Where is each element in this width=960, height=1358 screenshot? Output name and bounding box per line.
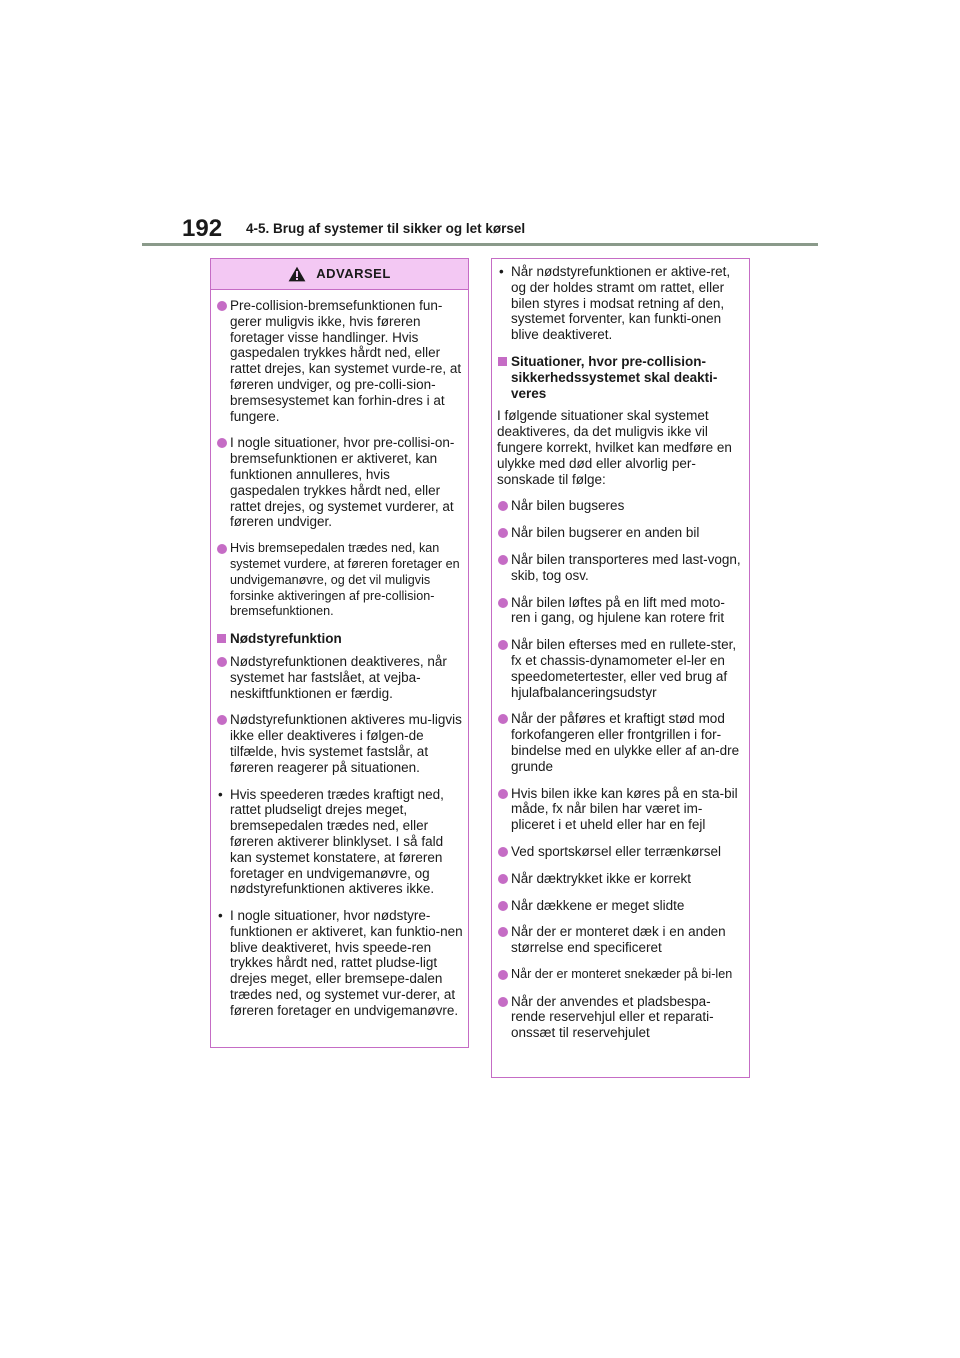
steering-item: Nødstyrefunktionen deaktiveres, når systemet har fastslået, at vejba-neskiftfunktionen er færdig. bbox=[216, 654, 463, 701]
bullet-circle-icon bbox=[217, 301, 227, 311]
deactivate-item: Når der anvendes et pladsbespa-rende reservehjul eller et reparati-onssæt til reservehjulet bbox=[497, 994, 744, 1041]
bullet-circle-icon bbox=[498, 927, 508, 937]
bullet-circle-icon bbox=[498, 640, 508, 650]
deactivate-item: Hvis bilen ikke kan køres på en sta-bil måde, fx når bilen har været im-pliceret i et uheld eller har en fejl bbox=[497, 786, 744, 833]
warning-box-continued bbox=[491, 258, 750, 1078]
header-rule bbox=[142, 243, 818, 246]
deactivate-item: Ved sportskørsel eller terrænkørsel bbox=[497, 844, 744, 860]
deactivate-heading: Situationer, hvor pre-collision-sikkerhedssystemet skal deakti-veres bbox=[497, 354, 744, 401]
deactivate-item: Når dækkene er meget slidte bbox=[497, 898, 744, 914]
warning-item: Pre-collision-bremsefunktionen fun-gerer muligvis ikke, hvis føreren foretager visse handlinger. Hvis gaspedalen trykkes hårdt ned, eller rattet drejes, kan systemet vurde-re, at føreren undviger, og pre-colli-sion-bremsesystemet kan forhin-dres i at fungere. bbox=[216, 298, 463, 424]
bullet-square-icon bbox=[498, 357, 507, 366]
bullet-circle-icon bbox=[498, 874, 508, 884]
deactivate-item: Når bilen løftes på en lift med moto-ren i gang, og hjulene kan rotere frit bbox=[497, 595, 744, 627]
deactivate-intro: I følgende situationer skal systemet deaktiveres, da det muligvis ikke vil fungere korrekt, hvilket kan medføre en ulykke med død eller alvorlig per-sonskade til følge: bbox=[497, 408, 732, 487]
deactivate-item: Når dæktrykket ikke er korrekt bbox=[497, 871, 744, 887]
warning-triangle-icon bbox=[288, 266, 306, 282]
steering-sub-item: • Når nødstyrefunktionen er aktive-ret, og der holdes stramt om rattet, eller bilen styres i modsat retning af den, systemet forventer, kan funkti-onen blive deaktiveret. bbox=[499, 264, 731, 343]
steering-sub-item: • I nogle situationer, hvor nødstyre-funktionen er aktiveret, kan funktio-nen blive deaktiveret, hvis speede-ren trykkes hårdt ned, rattet pludse-ligt drejes meget, eller bremsepe-dalen trædes ned, og systemet vur-derer, at føreren foretager en undvigemanøvre. bbox=[218, 908, 463, 1018]
page-header bbox=[182, 214, 822, 244]
deactivate-item: Når bilen efterses med en rullete-ster, fx et chassis-dynamometer el-ler en speedometertester, eller ved brug af hjulafbalanceringsudstyr bbox=[497, 637, 744, 700]
deactivate-item: Når der er monteret dæk i en anden størrelse end specificeret bbox=[497, 924, 744, 956]
bullet-circle-icon bbox=[498, 901, 508, 911]
bullet-circle-icon bbox=[498, 555, 508, 565]
bullet-circle-icon bbox=[498, 501, 508, 511]
bullet-dot-icon: • bbox=[499, 264, 504, 279]
bullet-circle-icon bbox=[217, 657, 227, 667]
section-title: 4-5. Brug af systemer til sikker og let kørsel bbox=[246, 221, 526, 236]
bullet-circle-icon bbox=[498, 528, 508, 538]
warning-box bbox=[210, 258, 469, 1048]
warning-item: Hvis bremsepedalen trædes ned, kan systemet vurdere, at føreren foretager en undvigemanøvre, og det vil muligvis forsinke aktiveringen af pre-collision-bremsefunktionen. bbox=[216, 541, 463, 620]
warning-item: I nogle situationer, hvor pre-collisi-on-bremsefunktionen er aktiveret, kan funktionen annulleres, hvis gaspedalen trykkes hårdt ned, eller rattet drejes, og systemet vurderer, at føreren undviger. bbox=[216, 435, 463, 530]
steering-sub-item: • Hvis speederen trædes kraftigt ned, rattet pludseligt drejes meget, bremsepedalen trædes ned, eller føreren aktiverer blinklyset. I så fald kan systemet konstatere, at føreren foretager en undvigemanøvre, og nødstyrefunktionen aktiveres ikke. bbox=[218, 786, 444, 897]
bullet-circle-icon bbox=[498, 970, 508, 980]
bullet-square-icon bbox=[217, 634, 226, 643]
warning-title: ADVARSEL bbox=[316, 266, 391, 282]
deactivate-item: Når bilen bugseres bbox=[497, 498, 744, 514]
bullet-circle-icon bbox=[498, 714, 508, 724]
deactivate-item: Når bilen transporteres med last-vogn, skib, tog osv. bbox=[497, 552, 744, 584]
bullet-dot-icon: • bbox=[218, 908, 223, 924]
bullet-circle-icon bbox=[498, 598, 508, 608]
bullet-circle-icon bbox=[217, 715, 227, 725]
bullet-dot-icon: • bbox=[218, 786, 223, 802]
deactivate-item: Når bilen bugserer en anden bil bbox=[497, 525, 744, 541]
deactivate-item: Når der er monteret snekæder på bi-len bbox=[497, 967, 744, 983]
bullet-circle-icon bbox=[217, 438, 227, 448]
deactivate-item: Når der påføres et kraftigt stød mod forkofangeren eller frontgrillen i for-bindelse med en ulykke eller af an-dre grunde bbox=[497, 711, 744, 774]
bullet-circle-icon bbox=[498, 847, 508, 857]
bullet-circle-icon bbox=[498, 789, 508, 799]
warning-header bbox=[211, 259, 468, 290]
steering-item: Nødstyrefunktionen aktiveres mu-ligvis ikke eller deaktiveres i følgen-de tilfælde, hvis systemet fastslår, at føreren reagerer på situationen. bbox=[216, 712, 463, 775]
page-number: 192 bbox=[182, 215, 223, 242]
bullet-circle-icon bbox=[217, 544, 227, 554]
steering-heading: Nødstyrefunktion bbox=[216, 631, 463, 647]
bullet-circle-icon bbox=[498, 997, 508, 1007]
